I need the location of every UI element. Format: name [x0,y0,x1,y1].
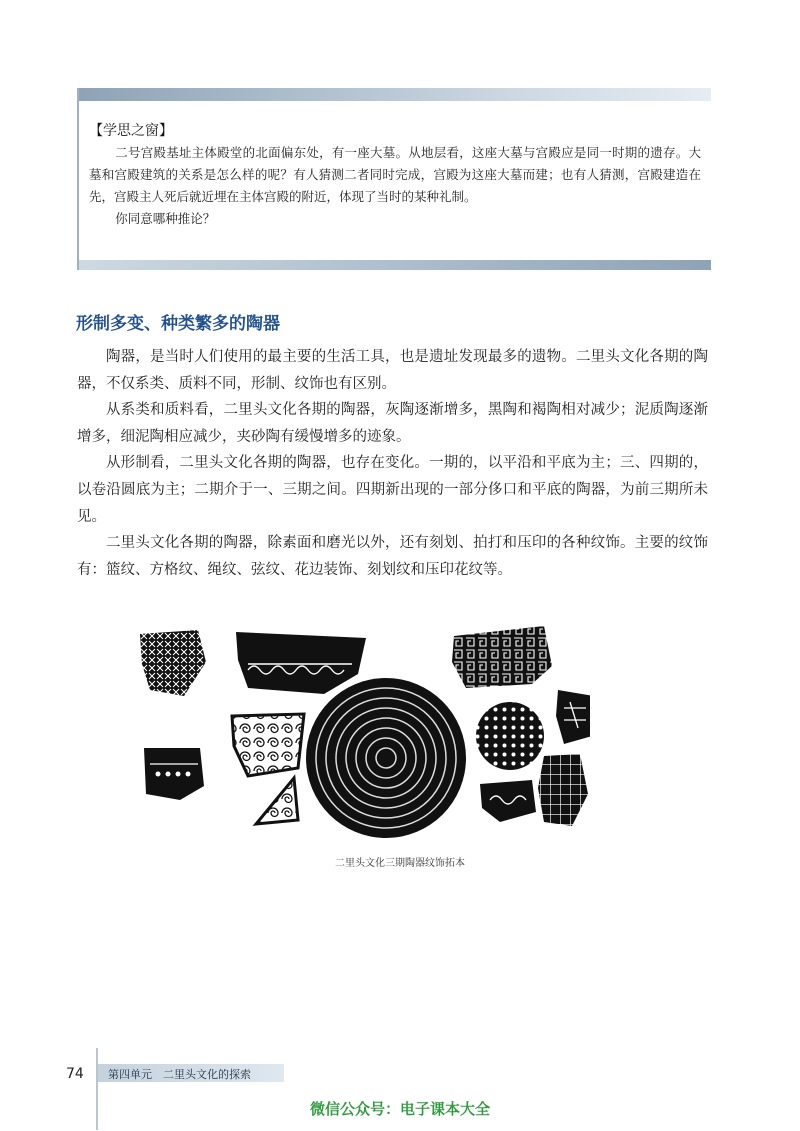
box-title: 【学思之窗】 [89,123,173,139]
box-bottom-bar [79,260,711,270]
body-paragraph: 二里头文化各期的陶器，除素面和磨光以外，还有刻划、拍打和压印的各种纹饰。主要的纹饰有：篮纹、方格纹、绳纹、弦纹、花边装饰、刻划纹和压印花纹等。 [77,535,708,578]
body-paragraph: 从形制看，二里头文化各期的陶器，也存在变化。一期的，以平沿和平底为主；三、四期的，以卷沿圆底为主；二期介于一、三期之间。四期新出现的一部分侈口和平底的陶器，为前三期所未见。 [77,455,708,525]
pottery-rubbings-figure [140,624,590,840]
shard-grid-pattern [538,754,588,826]
study-window-box [77,88,711,270]
section-heading: 形制多变、种类繁多的陶器 [76,314,280,334]
shard-incised-pattern [556,690,590,744]
box-paragraph: 你同意哪种推论？ [115,211,216,226]
shard-bottom-small [480,780,536,822]
unit-label: 第四单元 二里头文化的探索 [108,1068,251,1081]
body-paragraph: 陶器，是当时人们使用的最主要的生活工具，也是遗址发现最多的遗物。二里头文化各期的陶器，不仅系类、质料不同，形制、纹饰也有区别。 [77,349,708,392]
dotted-disc-rubbing [476,702,544,770]
watermark: 微信公众号：电子课本大全 [309,1100,490,1118]
box-body [89,142,701,230]
box-top-bar [79,88,711,101]
shard-scale-pattern [140,630,206,696]
figure-caption: 二里头文化三期陶器纹饰拓本 [335,858,465,869]
body-paragraph: 从系类和质料看，二里头文化各期的陶器，灰陶逐渐增多，黑陶和褐陶相对减少；泥质陶逐渐增多，细泥陶相应减少，夹砂陶有缓慢增多的迹象。 [77,402,708,445]
body-text [77,344,708,583]
shard-dotted-band [144,748,204,800]
box-paragraph: 二号宫殿基址主体殿堂的北面偏东处，有一座大墓。从地层看，这座大墓与宫殿应是同一时期的遗存。大墓和宫殿建筑的关系是怎么样的呢？有人猜测二者同时完成，宫殿为这座大墓而建；也有人猜测，宫殿建造在先，宫殿主人死后就近埋在主体宫殿的附近，体现了当时的某种礼制。 [89,145,701,204]
concentric-circle-rubbing [306,678,466,838]
shard-meander-pattern [452,626,552,688]
page-number: 74 [66,1066,84,1082]
shard-band-pattern [236,632,366,694]
